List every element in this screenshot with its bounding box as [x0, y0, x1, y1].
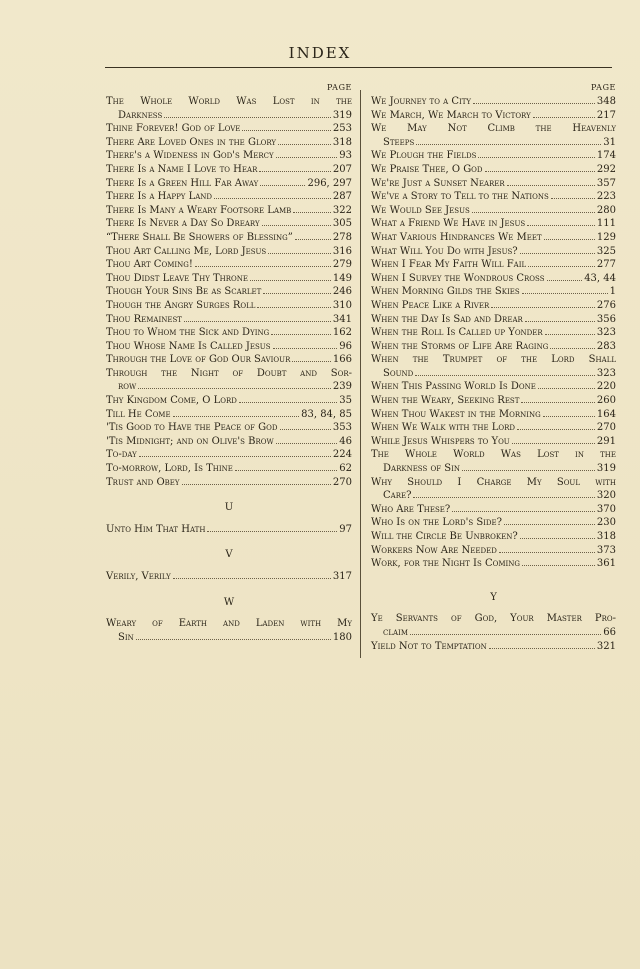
- entry-title: When Morning Gilds the Skies: [371, 286, 520, 298]
- index-entry: [106, 421, 352, 435]
- entry-title: There Is a Green Hill Far Away: [106, 177, 259, 189]
- entry-page-number: 341: [332, 313, 352, 325]
- entry-page-number: 246: [332, 286, 352, 298]
- entry-page-number: 356: [596, 313, 616, 325]
- entry-title: There's a Wideness in God's Mercy: [106, 150, 274, 162]
- entry-title: Thou to Whom the Sick and Dying: [106, 327, 270, 339]
- entry-page-number: 278: [332, 231, 352, 243]
- entry-title: What a Friend We Have in Jesus: [371, 218, 526, 230]
- dot-leader: [214, 198, 331, 199]
- entry-page-number: 296, 297: [307, 177, 352, 189]
- entry-title-line1: Why Should I Charge My Soul with: [371, 476, 616, 488]
- entry-page-number: 174: [596, 150, 616, 162]
- entry-title: Verily, Verily: [106, 571, 171, 582]
- dot-leader: [522, 565, 595, 566]
- index-entry: [371, 503, 616, 517]
- entry-page-number: 319: [332, 109, 352, 121]
- dot-leader: [136, 639, 331, 640]
- entry-title: Thou Art Calling Me, Lord Jesus: [106, 245, 267, 257]
- dot-leader: [195, 266, 331, 267]
- entry-page-number: 217: [596, 109, 616, 121]
- dot-leader: [262, 225, 331, 226]
- index-entry: [371, 285, 616, 299]
- dot-leader: [415, 375, 595, 376]
- entry-title: Thou Art Coming!: [106, 259, 193, 271]
- index-entry: [106, 258, 352, 272]
- dot-leader: [520, 253, 595, 254]
- entry-page-number: 283: [596, 340, 616, 352]
- entry-page-number: 129: [596, 231, 616, 243]
- section-letter-y: Y: [490, 591, 497, 603]
- entry-title: Though the Angry Surges Roll: [106, 299, 256, 311]
- entry-title: Who Are These?: [371, 503, 451, 515]
- dot-leader: [413, 497, 594, 498]
- index-entry: [106, 367, 352, 394]
- entry-page-number: 305: [332, 218, 352, 230]
- entry-title: We've a Story to Tell to the Nations: [371, 191, 549, 203]
- entry-page-number: 239: [332, 381, 352, 393]
- index-entry: [371, 435, 616, 449]
- entry-page-number: 96: [339, 340, 352, 352]
- section-letter-u: U: [224, 502, 234, 514]
- index-entry: [106, 326, 352, 340]
- dot-leader: [410, 634, 601, 635]
- dot-leader: [520, 538, 595, 539]
- entry-page-number: 310: [332, 299, 352, 311]
- index-entry: [106, 149, 352, 163]
- entry-page-number: 361: [596, 558, 616, 570]
- index-entry: [371, 190, 616, 204]
- dot-leader: [507, 185, 595, 186]
- entry-page-number: 321: [596, 640, 616, 652]
- index-entry: [106, 394, 352, 408]
- index-entry: [106, 122, 352, 136]
- entry-title: When the Storms of Life Are Raging: [371, 340, 549, 352]
- entry-page-number: 279: [332, 259, 352, 271]
- index-entry: [371, 557, 616, 571]
- index-entry: [371, 177, 616, 191]
- entry-title-line2: claim: [383, 626, 408, 638]
- entry-title: When Thou Wakest in the Morning: [371, 408, 541, 420]
- entry-title-line2: Steeps: [383, 136, 415, 148]
- dot-leader: [525, 321, 595, 322]
- index-entry: [371, 353, 616, 380]
- entry-page-number: 43, 44: [584, 272, 616, 284]
- section-letter-v: V: [225, 549, 233, 561]
- entry-title: Though Your Sins Be as Scarlet: [106, 286, 262, 298]
- entry-page-number: 276: [596, 299, 616, 311]
- entry-title: What Various Hindrances We Meet: [371, 231, 542, 243]
- dot-leader: [293, 212, 331, 213]
- dot-leader: [278, 144, 331, 145]
- entry-page-number: 224: [332, 449, 352, 461]
- index-entry: [106, 272, 352, 286]
- entry-title: Will the Circle Be Unbroken?: [371, 531, 518, 542]
- index-entry: [106, 570, 352, 584]
- dot-leader: [543, 416, 595, 417]
- entry-title: Thou Didst Leave Thy Throne: [106, 272, 249, 284]
- entry-title: Yield Not to Temptation: [371, 640, 487, 652]
- index-entry: [371, 217, 616, 231]
- entry-page-number: 253: [332, 123, 352, 135]
- entry-title: There Is a Name I Love to Hear: [106, 163, 258, 175]
- entry-page-number: 35: [339, 395, 352, 407]
- entry-title: When the Roll Is Called up Yonder: [371, 327, 543, 339]
- index-entry: [371, 408, 616, 422]
- entry-title-line2: Sin: [118, 631, 134, 643]
- dot-leader: [473, 103, 595, 104]
- entry-page-number: 83, 84, 85: [301, 408, 352, 420]
- entry-title-line1: When the Trumpet of the Lord Shall: [371, 354, 616, 366]
- index-entry: [371, 272, 616, 286]
- entry-title: “There Shall Be Showers of Blessing”: [106, 231, 293, 243]
- entry-title: Trust and Obey: [106, 476, 180, 488]
- entry-page-number: 323: [596, 327, 616, 339]
- index-entry: [106, 231, 352, 245]
- entry-title: 'Tis Good to Have the Peace of God: [106, 422, 278, 434]
- dot-leader: [528, 266, 595, 267]
- dot-leader: [547, 280, 583, 281]
- dot-leader: [273, 348, 338, 349]
- dot-leader: [271, 334, 331, 335]
- entry-title: Work, for the Night Is Coming: [371, 558, 521, 570]
- entry-title: We Journey to a City: [371, 96, 472, 107]
- index-entry: [106, 299, 352, 313]
- index-entry: [371, 95, 616, 109]
- dot-leader: [462, 470, 595, 471]
- index-entry: [371, 448, 616, 475]
- index-entry: [106, 163, 352, 177]
- entry-page-number: 230: [596, 517, 616, 529]
- entry-page-number: 149: [332, 272, 352, 284]
- entry-title: While Jesus Whispers to You: [371, 435, 510, 447]
- entry-title: We Plough the Fields: [371, 150, 477, 162]
- entry-page-number: 223: [596, 191, 616, 203]
- entry-title: When Peace Like a River: [371, 299, 490, 311]
- dot-leader: [276, 443, 338, 444]
- entry-title: There Is a Happy Land: [106, 191, 213, 203]
- entry-title: We March, We March to Victory: [371, 109, 531, 121]
- dot-leader: [545, 334, 595, 335]
- dot-leader: [485, 171, 595, 172]
- index-entry: [371, 204, 616, 218]
- index-entry: [106, 462, 352, 476]
- dot-leader: [139, 456, 331, 457]
- entry-title-line1: Through the Night of Doubt and Sor-: [106, 367, 352, 379]
- entry-title: When We Walk with the Lord: [371, 422, 515, 434]
- entry-page-number: 291: [596, 435, 616, 447]
- dot-leader: [522, 293, 608, 294]
- index-entry: [106, 435, 352, 449]
- entry-title-line1: Weary of Earth and Laden with My: [106, 618, 352, 630]
- dot-leader: [235, 470, 337, 471]
- dot-leader: [182, 484, 331, 485]
- dot-leader: [173, 578, 331, 579]
- entry-page-number: 322: [332, 204, 352, 216]
- index-entry: [371, 163, 616, 177]
- index-entry: [371, 149, 616, 163]
- entry-page-number: 162: [332, 327, 352, 339]
- index-entry: [371, 380, 616, 394]
- dot-leader: [452, 511, 595, 512]
- dot-leader: [512, 443, 595, 444]
- dot-leader: [527, 225, 595, 226]
- right-column: [371, 83, 616, 653]
- index-entry: [106, 95, 352, 122]
- dot-leader: [504, 524, 595, 525]
- index-entry: [106, 448, 352, 462]
- v-entries: [106, 570, 352, 584]
- page-column-label: PAGE: [326, 83, 352, 92]
- entry-page-number: 316: [332, 245, 352, 257]
- page-column-label-right: PAGE: [590, 83, 616, 92]
- index-entry: [371, 421, 616, 435]
- entry-title: Till He Come: [106, 408, 171, 420]
- entry-title: What Will You Do with Jesus?: [371, 245, 518, 257]
- index-entry: [371, 258, 616, 272]
- dot-leader: [250, 280, 331, 281]
- dot-leader: [164, 117, 331, 118]
- section-letter-w: W: [223, 596, 235, 608]
- index-entry: [106, 353, 352, 367]
- index-entry: [371, 640, 616, 654]
- dot-leader: [295, 239, 331, 240]
- dot-leader: [544, 239, 595, 240]
- index-entry: [106, 245, 352, 259]
- dot-leader: [263, 293, 331, 294]
- entry-page-number: 62: [339, 463, 352, 475]
- dot-leader: [138, 388, 331, 389]
- dot-leader: [478, 157, 595, 158]
- entry-title: When the Day Is Sad and Drear: [371, 313, 523, 325]
- dot-leader: [533, 117, 595, 118]
- index-entry: [106, 190, 352, 204]
- dot-leader: [499, 552, 595, 553]
- entry-page-number: 207: [332, 163, 352, 175]
- entry-page-number: 97: [339, 523, 352, 535]
- entry-title: Thou Remainest: [106, 313, 182, 325]
- index-entry: [106, 617, 352, 644]
- dot-leader: [260, 185, 305, 186]
- entry-title-line1: Ye Servants of God, Your Master Pro-: [371, 613, 616, 625]
- index-entry: [371, 476, 616, 503]
- entry-page-number: 66: [603, 626, 616, 638]
- entry-page-number: 357: [596, 177, 616, 189]
- entry-page-number: 93: [339, 150, 352, 162]
- dot-leader: [521, 402, 595, 403]
- entry-page-number: 277: [596, 259, 616, 271]
- index-entry: [106, 313, 352, 327]
- entry-page-number: 353: [332, 422, 352, 434]
- index-entry: [106, 340, 352, 354]
- index-entry: [106, 217, 352, 231]
- dot-leader: [184, 321, 331, 322]
- index-entry: [106, 523, 352, 537]
- entry-page-number: 318: [596, 531, 616, 542]
- page-title: INDEX: [288, 44, 352, 62]
- index-entry: [371, 516, 616, 530]
- entry-page-number: 373: [596, 544, 616, 556]
- y-entries: [371, 612, 616, 653]
- dot-leader: [551, 198, 595, 199]
- entry-title: When the Weary, Seeking Rest: [371, 395, 520, 407]
- entry-title-line2: Darkness of Sin: [383, 463, 460, 475]
- dot-leader: [280, 429, 331, 430]
- dot-leader: [472, 212, 595, 213]
- index-entry: [106, 204, 352, 218]
- entry-page-number: 260: [596, 395, 616, 407]
- entry-page-number: 318: [332, 136, 352, 148]
- column-divider: [360, 90, 361, 658]
- entry-page-number: 319: [596, 463, 616, 475]
- entry-title: Thine Forever! God of Love: [106, 123, 241, 135]
- entry-title: To-day: [106, 449, 137, 461]
- entry-title: Unto Him That Hath: [106, 523, 206, 535]
- entry-page-number: 180: [332, 631, 352, 643]
- entry-title: We Praise Thee, O God: [371, 163, 483, 175]
- index-entry: [371, 109, 616, 123]
- entry-title-line2: Sound: [383, 367, 414, 379]
- u-entries: [106, 523, 352, 537]
- dot-leader: [276, 157, 338, 158]
- dot-leader: [489, 648, 595, 649]
- entry-title: We Would See Jesus: [371, 204, 470, 216]
- entry-title: When I Fear My Faith Will Fail: [371, 259, 527, 271]
- entry-page-number: 370: [596, 503, 616, 515]
- entry-title: Thou Whose Name Is Called Jesus: [106, 340, 271, 352]
- index-entry: [106, 136, 352, 150]
- dot-leader: [207, 531, 337, 532]
- entry-title-line1: We May Not Climb the Heavenly: [371, 123, 616, 135]
- entry-title: There Is Never a Day So Dreary: [106, 218, 260, 230]
- entry-page-number: 270: [332, 476, 352, 488]
- index-entry: [371, 245, 616, 259]
- entry-title: To-morrow, Lord, Is Thine: [106, 463, 233, 475]
- dot-leader: [173, 416, 300, 417]
- dot-leader: [257, 307, 331, 308]
- entry-title: When This Passing World Is Done: [371, 381, 536, 393]
- index-entry: [371, 544, 616, 558]
- index-entry: [106, 476, 352, 490]
- entry-page-number: 46: [339, 435, 352, 447]
- dot-leader: [292, 361, 331, 362]
- w-entries-left: [106, 617, 352, 644]
- entry-page-number: 166: [332, 354, 352, 366]
- w-entries-right: [371, 95, 616, 571]
- entry-title: There Is Many a Weary Footsore Lamb: [106, 204, 292, 216]
- entry-page-number: 1: [609, 286, 616, 298]
- entry-page-number: 31: [603, 136, 616, 148]
- index-entry: [371, 612, 616, 639]
- dot-leader: [242, 130, 331, 131]
- entry-title-line2: row: [118, 381, 137, 393]
- dot-leader: [491, 307, 595, 308]
- entry-title: Workers Now Are Needed: [371, 544, 497, 556]
- dot-leader: [517, 429, 595, 430]
- dot-leader: [259, 171, 331, 172]
- entry-page-number: 348: [596, 96, 616, 107]
- entry-page-number: 323: [596, 367, 616, 379]
- dot-leader: [416, 144, 601, 145]
- entry-title-line1: The Whole World Was Lost in the: [371, 449, 616, 461]
- entry-page-number: 270: [596, 422, 616, 434]
- entry-page-number: 287: [332, 191, 352, 203]
- entry-page-number: 280: [596, 204, 616, 216]
- title-rule: [105, 67, 612, 68]
- entry-page-number: 164: [596, 408, 616, 420]
- entry-title: Through the Love of God Our Saviour: [106, 354, 291, 366]
- dot-leader: [268, 253, 331, 254]
- entry-page-number: 317: [332, 571, 352, 582]
- entry-title: Who Is on the Lord's Side?: [371, 517, 503, 529]
- entry-page-number: 325: [596, 245, 616, 257]
- index-entry: [106, 285, 352, 299]
- entry-title-line2: Care?: [383, 490, 412, 502]
- index-entry: [371, 530, 616, 544]
- entry-page-number: 220: [596, 381, 616, 393]
- entry-title: 'Tis Midnight; and on Olive's Brow: [106, 435, 274, 447]
- index-entry: [371, 299, 616, 313]
- t-entries: [106, 95, 352, 489]
- entry-page-number: 111: [596, 218, 616, 230]
- entry-page-number: 320: [596, 490, 616, 502]
- index-entry: [371, 122, 616, 149]
- entry-title-line2: Darkness: [118, 109, 163, 121]
- dot-leader: [239, 402, 337, 403]
- entry-title-line1: The Whole World Was Lost in the: [106, 96, 352, 107]
- dot-leader: [538, 388, 595, 389]
- index-entry: [371, 340, 616, 354]
- index-entry: [106, 408, 352, 422]
- index-entry: [371, 326, 616, 340]
- entry-title: Thy Kingdom Come, O Lord: [106, 395, 237, 407]
- entry-page-number: 292: [596, 163, 616, 175]
- left-column: [106, 83, 352, 644]
- entry-title: We're Just a Sunset Nearer: [371, 177, 505, 189]
- index-entry: [371, 313, 616, 327]
- entry-title: There Are Loved Ones in the Glory: [106, 136, 277, 148]
- index-entry: [371, 231, 616, 245]
- index-entry: [371, 394, 616, 408]
- entry-title: When I Survey the Wondrous Cross: [371, 272, 545, 284]
- index-entry: [106, 177, 352, 191]
- dot-leader: [550, 348, 595, 349]
